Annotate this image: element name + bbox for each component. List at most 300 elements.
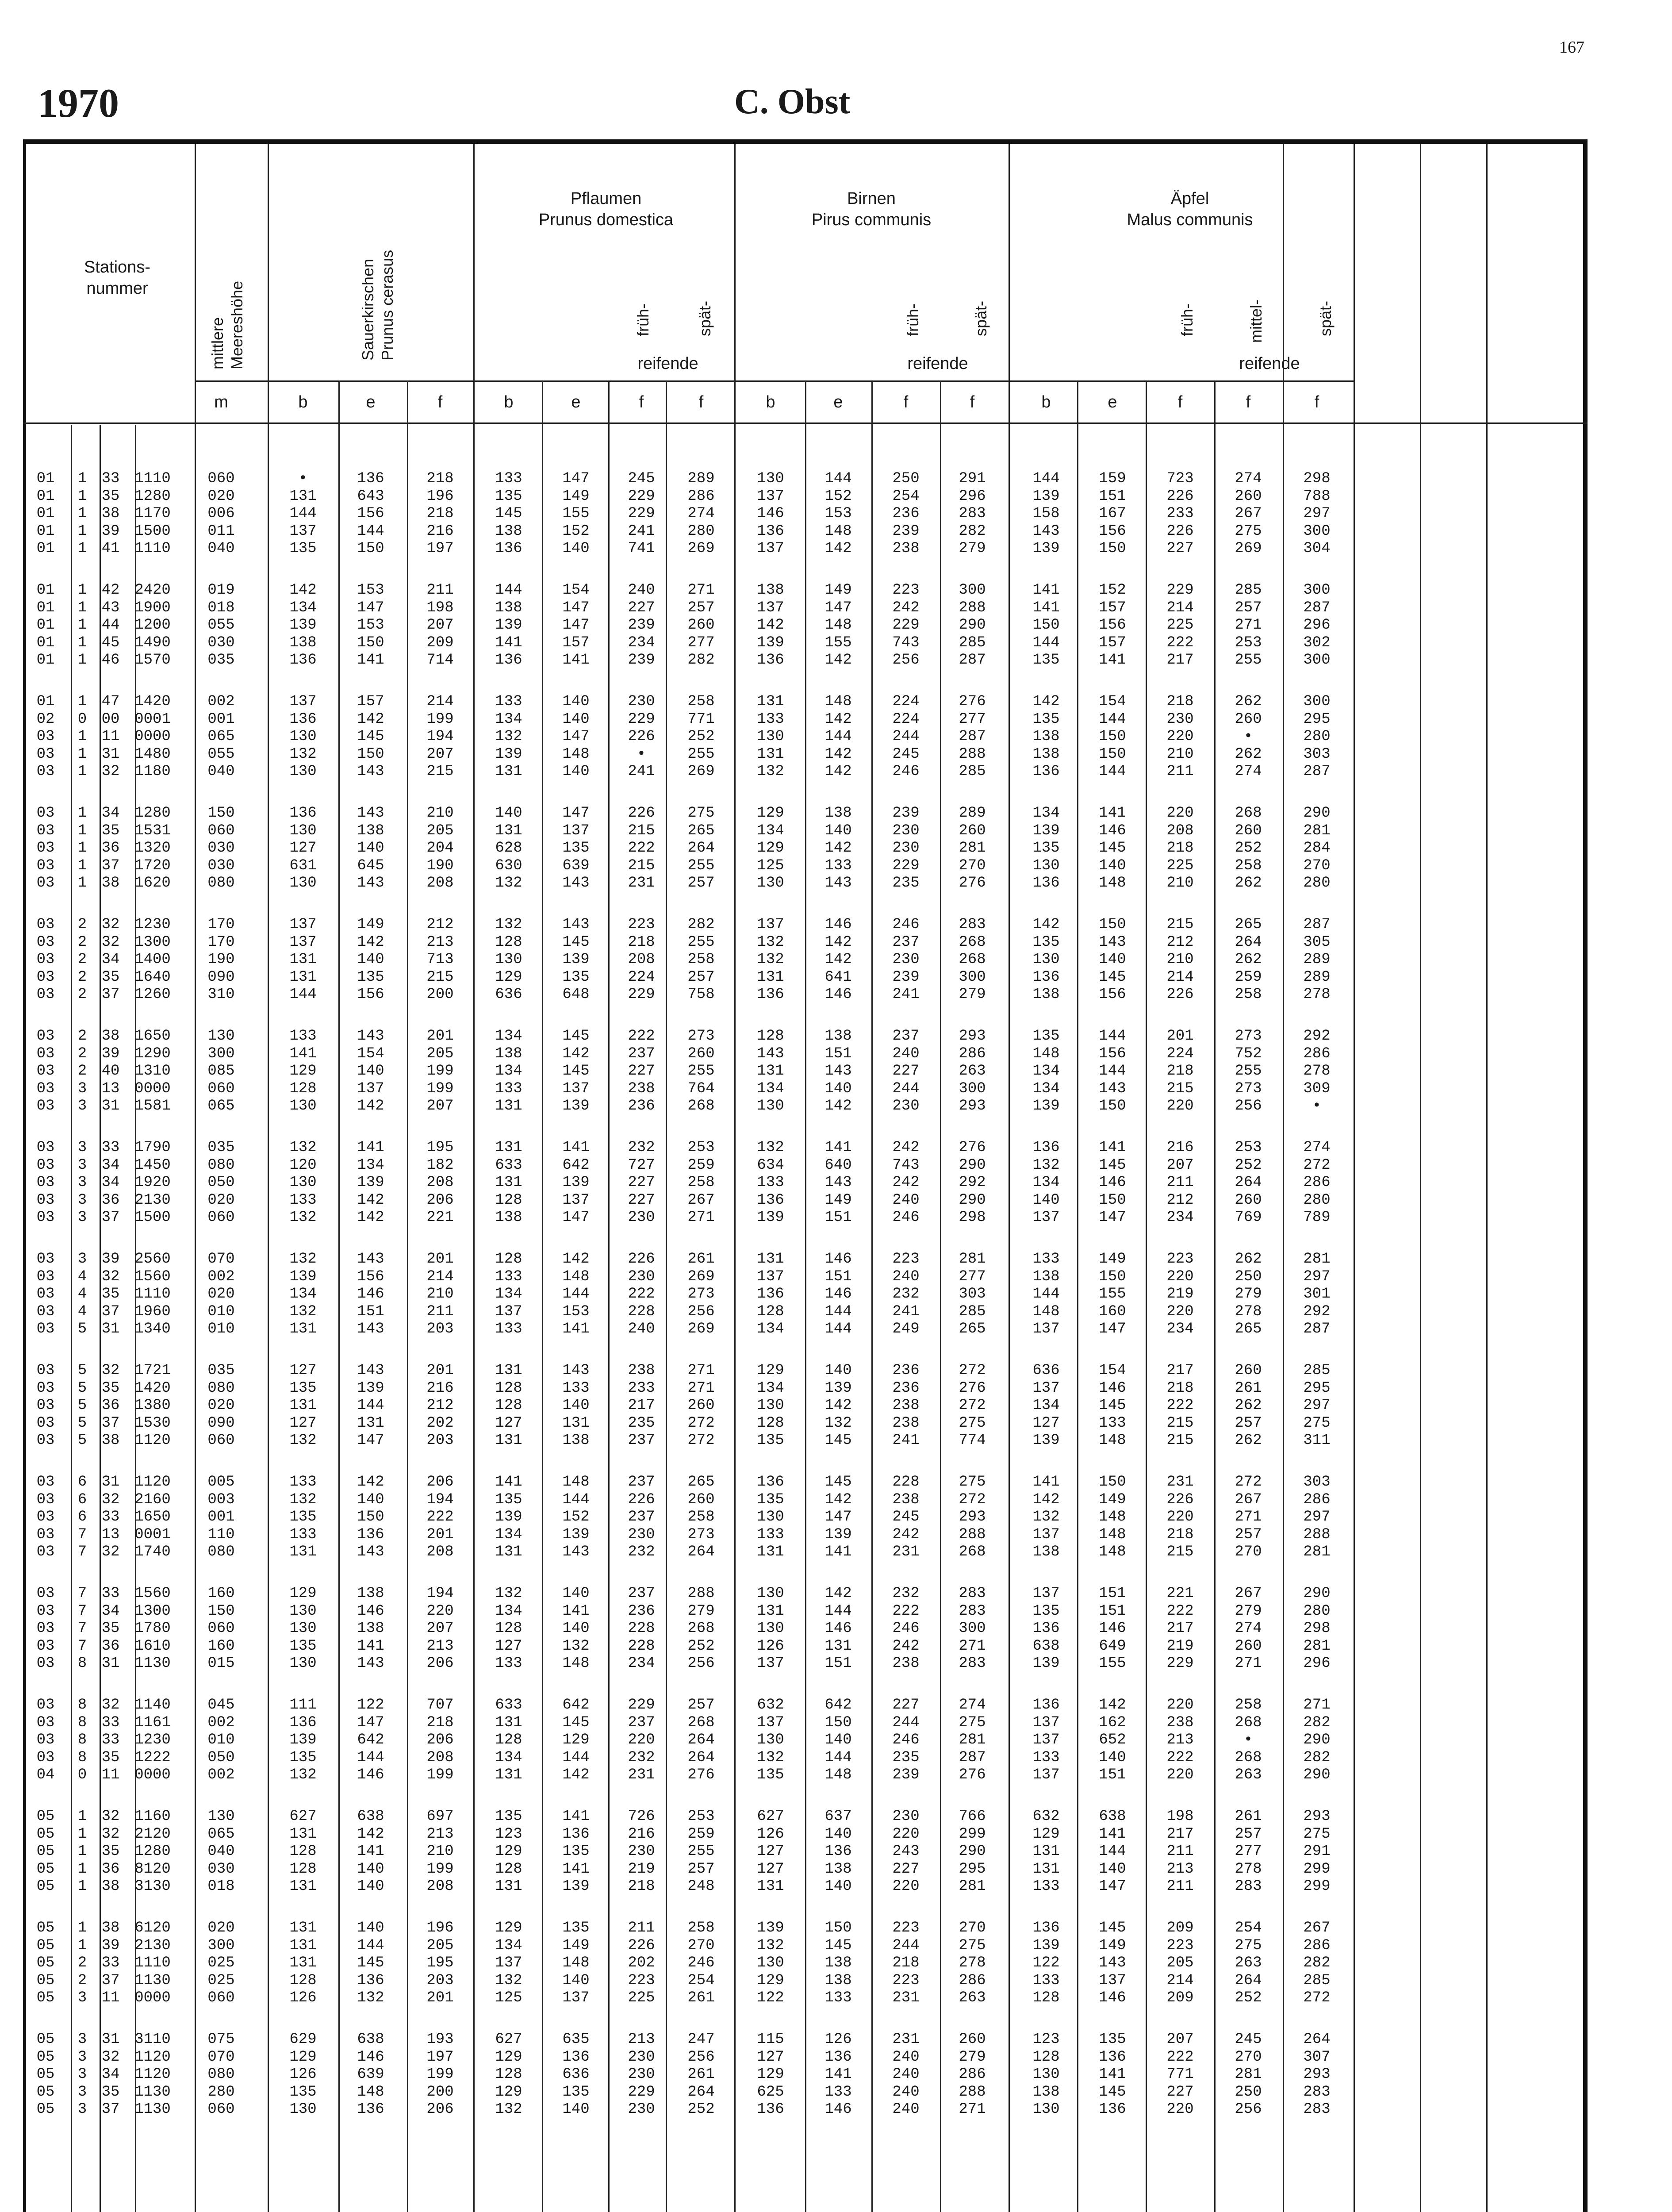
cell: 03: [36, 1749, 55, 1766]
cell: 135: [562, 840, 590, 856]
cell: 085: [207, 1063, 235, 1079]
cell: 1300: [134, 1603, 171, 1620]
cell: 151: [1099, 1603, 1126, 1620]
cell: 253: [687, 1139, 715, 1156]
cell: 03: [36, 951, 55, 968]
cell: 1720: [134, 857, 171, 874]
cell: 195: [426, 1955, 454, 1971]
cell: 280: [1303, 1603, 1331, 1620]
cell: •: [1312, 1098, 1322, 1114]
cell: 139: [824, 1526, 852, 1543]
cell: 209: [426, 634, 454, 651]
cell: 40: [101, 1063, 120, 1079]
cell: 131: [289, 1544, 317, 1560]
cell: 151: [1099, 488, 1126, 505]
cell: 212: [426, 1397, 454, 1414]
cell: 32: [101, 1544, 120, 1560]
cell: 771: [1166, 2066, 1194, 2083]
cell: 135: [562, 1843, 590, 1860]
cell: 216: [628, 1826, 655, 1843]
cell: 001: [207, 1509, 235, 1525]
cell: 138: [495, 523, 522, 540]
cell: 03: [36, 1474, 55, 1490]
table-row: [0, 2101, 1672, 2118]
header-birnen-spaet: spät-: [972, 300, 990, 336]
cell: 290: [959, 1157, 986, 1174]
cell: 136: [357, 2101, 384, 2118]
table-row: [0, 1508, 1672, 1526]
cell: 2130: [134, 1192, 171, 1209]
cell: 136: [757, 986, 784, 1003]
cell: 146: [1099, 1989, 1126, 2006]
cell: 133: [1032, 1749, 1060, 1766]
cell: 146: [824, 1620, 852, 1637]
cell: 05: [36, 1972, 55, 1989]
cell: 140: [357, 1878, 384, 1895]
column-letter: b: [766, 393, 775, 411]
cell: 240: [628, 582, 655, 599]
header-sauerkirschen: Sauerkirschen Prunus cerasus: [359, 250, 396, 361]
cell: 139: [1032, 1655, 1060, 1672]
cell: 144: [562, 1491, 590, 1508]
cell: 236: [892, 1362, 920, 1379]
cell: 134: [1032, 1174, 1060, 1191]
cell: 143: [357, 1362, 384, 1379]
cell: 232: [628, 1139, 655, 1156]
cell: 257: [687, 1697, 715, 1713]
cell: 255: [1235, 1063, 1262, 1079]
cell: 256: [1235, 1098, 1262, 1114]
cell: 156: [357, 1268, 384, 1285]
cell: 148: [562, 1955, 590, 1971]
cell: 130: [289, 728, 317, 745]
cell: 159: [1099, 470, 1126, 487]
cell: 727: [628, 1157, 655, 1174]
column-letter: e: [366, 393, 376, 411]
cell: 6: [77, 1491, 87, 1508]
cell: 145: [357, 1955, 384, 1971]
cell: 1110: [134, 540, 171, 557]
cell: 212: [1166, 934, 1194, 951]
cell: 1: [77, 617, 87, 634]
cell: 147: [357, 599, 384, 616]
cell: 1790: [134, 1139, 171, 1156]
cell: 297: [1303, 1509, 1331, 1525]
column-letter: b: [504, 393, 514, 411]
cell: 130: [757, 470, 784, 487]
cell: 139: [562, 1526, 590, 1543]
cell: 130: [289, 1603, 317, 1620]
cell: 228: [628, 1620, 655, 1637]
cell: 129: [495, 1920, 522, 1936]
cell: 627: [757, 1808, 784, 1825]
table-row: [0, 488, 1672, 505]
cell: 652: [1099, 1732, 1126, 1748]
cell: 219: [628, 1861, 655, 1878]
cell: 256: [687, 2049, 715, 2066]
cell: 141: [357, 1139, 384, 1156]
cell: 135: [562, 2084, 590, 2101]
cell: 142: [289, 582, 317, 599]
cell: 258: [687, 1509, 715, 1525]
cell: 137: [1032, 1209, 1060, 1226]
cell: 233: [1166, 505, 1194, 522]
cell: 303: [1303, 746, 1331, 763]
cell: 226: [1166, 986, 1194, 1003]
cell: 236: [628, 1603, 655, 1620]
cell: 210: [1166, 951, 1194, 968]
cell: 131: [289, 1321, 317, 1337]
cell: 239: [892, 969, 920, 986]
cell: 145: [562, 1063, 590, 1079]
cell: 135: [1032, 840, 1060, 856]
cell: 258: [687, 693, 715, 710]
cell: 04: [36, 1767, 55, 1783]
cell: 142: [1032, 916, 1060, 933]
cell: 281: [959, 1878, 986, 1895]
cell: 129: [757, 2066, 784, 2083]
cell: 206: [426, 1474, 454, 1490]
cell: 140: [1032, 1192, 1060, 1209]
cell: 216: [426, 523, 454, 540]
cell: 207: [426, 746, 454, 763]
cell: 130: [757, 1620, 784, 1637]
cell: 254: [1235, 1920, 1262, 1936]
cell: 271: [1303, 1697, 1331, 1713]
cell: 257: [687, 599, 715, 616]
cell: 130: [495, 951, 522, 968]
cell: 713: [426, 951, 454, 968]
cell: 227: [628, 1192, 655, 1209]
cell: 162: [1099, 1714, 1126, 1731]
cell: 234: [1166, 1209, 1194, 1226]
cell: 222: [1166, 634, 1194, 651]
cell: 207: [426, 1098, 454, 1114]
cell: 248: [687, 1878, 715, 1895]
cell: 148: [1032, 1045, 1060, 1062]
cell: 1740: [134, 1544, 171, 1560]
cell: 143: [357, 1655, 384, 1672]
cell: 131: [357, 1415, 384, 1432]
cell: 5: [77, 1321, 87, 1337]
cell: 270: [1235, 1544, 1262, 1560]
cell: 289: [959, 805, 986, 822]
cell: 141: [824, 1139, 852, 1156]
cell: 129: [757, 840, 784, 856]
cell: 1110: [134, 470, 171, 487]
cell: 141: [562, 652, 590, 668]
cell: 4: [77, 1303, 87, 1320]
cell: 1: [77, 488, 87, 505]
cell: 220: [426, 1603, 454, 1620]
cell: 199: [426, 2066, 454, 2083]
cell: 3: [77, 1157, 87, 1174]
cell: 1570: [134, 652, 171, 668]
cell: 142: [357, 1209, 384, 1226]
cell: 143: [1032, 523, 1060, 540]
cell: 01: [36, 540, 55, 557]
cell: 269: [687, 763, 715, 780]
cell: 36: [101, 1192, 120, 1209]
cell: 222: [1166, 1397, 1194, 1414]
cell: 136: [824, 2049, 852, 2066]
cell: 05: [36, 1937, 55, 1954]
table-row: [0, 616, 1672, 634]
cell: 132: [757, 1139, 784, 1156]
cell: 144: [357, 1937, 384, 1954]
cell: 253: [1235, 634, 1262, 651]
header-pflaumen-spaet: spät-: [696, 300, 714, 336]
cell: 03: [36, 1139, 55, 1156]
cell: 299: [1303, 1878, 1331, 1895]
cell: 281: [959, 1251, 986, 1267]
cell: 289: [687, 470, 715, 487]
cell: 133: [757, 1526, 784, 1543]
column-letter: e: [1108, 393, 1117, 411]
cell: 130: [289, 1655, 317, 1672]
cell: 250: [1235, 2084, 1262, 2101]
column-letter: f: [437, 393, 443, 411]
cell: 148: [357, 2084, 384, 2101]
cell: 03: [36, 1638, 55, 1655]
cell: 282: [1303, 1749, 1331, 1766]
cell: 133: [289, 1028, 317, 1045]
cell: 151: [824, 1209, 852, 1226]
cell: 122: [357, 1697, 384, 1713]
cell: 11: [101, 728, 120, 745]
cell: 283: [959, 505, 986, 522]
cell: 142: [1032, 1491, 1060, 1508]
cell: 298: [1303, 470, 1331, 487]
cell: 03: [36, 916, 55, 933]
table-row: [0, 634, 1672, 652]
cell: 267: [1235, 505, 1262, 522]
cell: 01: [36, 488, 55, 505]
cell: 127: [495, 1415, 522, 1432]
cell: 226: [1166, 523, 1194, 540]
cell: 35: [101, 1286, 120, 1302]
cell: 245: [892, 746, 920, 763]
cell: 7: [77, 1585, 87, 1602]
cell: 632: [1032, 1808, 1060, 1825]
cell: 222: [628, 840, 655, 856]
cell: 134: [495, 1749, 522, 1766]
cell: 138: [1032, 2084, 1060, 2101]
cell: 238: [892, 1415, 920, 1432]
cell: 140: [562, 1397, 590, 1414]
cell: 36: [101, 1397, 120, 1414]
cell: 236: [892, 505, 920, 522]
cell: 32: [101, 1362, 120, 1379]
table-row: [0, 1860, 1672, 1878]
table-row: [0, 1045, 1672, 1063]
cell: 208: [426, 1878, 454, 1895]
cell: 279: [687, 1603, 715, 1620]
cell: 135: [1032, 711, 1060, 728]
cell: 33: [101, 1585, 120, 1602]
cell: 05: [36, 1878, 55, 1895]
cell: 1380: [134, 1397, 171, 1414]
cell: 11: [101, 1767, 120, 1783]
cell: 130: [289, 1174, 317, 1191]
cell: 128: [495, 2066, 522, 2083]
cell: 229: [892, 617, 920, 634]
cell: 144: [495, 582, 522, 599]
cell: 138: [824, 1028, 852, 1045]
cell: 38: [101, 1432, 120, 1449]
cell: 210: [426, 805, 454, 822]
header-aepfel-mittel: mittel-: [1247, 300, 1265, 343]
cell: 222: [628, 1286, 655, 1302]
cell: 015: [207, 1655, 235, 1672]
cell: 145: [1099, 1157, 1126, 1174]
cell: 1: [77, 746, 87, 763]
cell: 285: [959, 1303, 986, 1320]
cell: 136: [1032, 969, 1060, 986]
table-row: [0, 1526, 1672, 1544]
cell: 236: [628, 1098, 655, 1114]
cell: 040: [207, 763, 235, 780]
cell: 240: [892, 2101, 920, 2118]
table-row: [0, 874, 1672, 892]
cell: 070: [207, 1251, 235, 1267]
cell: 257: [687, 1861, 715, 1878]
table-row: [0, 916, 1672, 933]
cell: 215: [1166, 1544, 1194, 1560]
table-row: [0, 1637, 1672, 1655]
cell: 0001: [134, 711, 171, 728]
cell: 255: [687, 746, 715, 763]
cell: 140: [357, 1861, 384, 1878]
cell: 240: [892, 2066, 920, 2083]
cell: 274: [1235, 763, 1262, 780]
cell: 132: [289, 1209, 317, 1226]
cell: 0000: [134, 1767, 171, 1783]
cell: 271: [1235, 1655, 1262, 1672]
cell: 1280: [134, 488, 171, 505]
cell: 239: [628, 652, 655, 668]
cell: 134: [495, 1526, 522, 1543]
cell: 271: [687, 1209, 715, 1226]
cell: 05: [36, 1920, 55, 1936]
cell: 244: [892, 1714, 920, 1731]
cell: 274: [1235, 470, 1262, 487]
cell: 1960: [134, 1303, 171, 1320]
table-row: [0, 1362, 1672, 1379]
cell: 209: [1166, 1989, 1194, 2006]
cell: 242: [892, 1174, 920, 1191]
cell: 131: [289, 1920, 317, 1936]
cell: 215: [426, 763, 454, 780]
cell: 130: [289, 763, 317, 780]
cell: 31: [101, 1321, 120, 1337]
cell: 276: [687, 1767, 715, 1783]
cell: 133: [495, 470, 522, 487]
cell: 197: [426, 2049, 454, 2066]
cell: 300: [1303, 582, 1331, 599]
cell: 260: [1235, 1362, 1262, 1379]
cell: 293: [959, 1509, 986, 1525]
cell: 224: [1166, 1045, 1194, 1062]
cell: 143: [562, 916, 590, 933]
cell: 238: [892, 1655, 920, 1672]
cell: 130: [289, 1098, 317, 1114]
cell: 139: [289, 1268, 317, 1285]
cell: 131: [289, 1397, 317, 1414]
cell: 281: [1235, 2066, 1262, 2083]
table-row: [0, 540, 1672, 557]
cell: 035: [207, 1362, 235, 1379]
cell: 020: [207, 1286, 235, 1302]
cell: 1500: [134, 1209, 171, 1226]
cell: 234: [1166, 1321, 1194, 1337]
cell: 137: [757, 1268, 784, 1285]
cell: 135: [495, 1808, 522, 1825]
cell: 136: [357, 1972, 384, 1989]
cell: 261: [1235, 1380, 1262, 1397]
cell: 636: [1032, 1362, 1060, 1379]
cell: 223: [628, 1972, 655, 1989]
cell: 128: [495, 1732, 522, 1748]
cell: 140: [357, 1491, 384, 1508]
cell: 769: [1235, 1209, 1262, 1226]
cell: 211: [1166, 763, 1194, 780]
cell: 223: [892, 1972, 920, 1989]
cell: 138: [824, 1955, 852, 1971]
table-row: [0, 1585, 1672, 1602]
cell: 230: [628, 1843, 655, 1860]
cell: 231: [628, 875, 655, 891]
cell: 292: [1303, 1028, 1331, 1045]
cell: 245: [1235, 2031, 1262, 2048]
cell: 211: [1166, 1843, 1194, 1860]
cell: 264: [687, 840, 715, 856]
cell: 295: [959, 1861, 986, 1878]
cell: 135: [1032, 1603, 1060, 1620]
cell: 222: [1166, 1749, 1194, 1766]
cell: 35: [101, 822, 120, 839]
cell: 273: [687, 1526, 715, 1543]
cell: 131: [757, 1878, 784, 1895]
cell: 1: [77, 822, 87, 839]
cell: 302: [1303, 634, 1331, 651]
cell: 263: [959, 1063, 986, 1079]
cell: 020: [207, 488, 235, 505]
cell: 229: [1166, 582, 1194, 599]
cell: 233: [628, 1380, 655, 1397]
cell: 240: [892, 2049, 920, 2066]
cell: 235: [892, 875, 920, 891]
cell: 1: [77, 523, 87, 540]
cell: 640: [824, 1157, 852, 1174]
cell: 215: [1166, 1432, 1194, 1449]
cell: 300: [959, 1080, 986, 1097]
cell: 628: [495, 840, 522, 856]
cell: 258: [687, 1174, 715, 1191]
cell: 153: [357, 617, 384, 634]
cell: 141: [495, 634, 522, 651]
cell: 263: [1235, 1955, 1262, 1971]
cell: 226: [628, 805, 655, 822]
cell: 300: [1303, 693, 1331, 710]
cell: 229: [628, 2084, 655, 2101]
cell: 642: [562, 1697, 590, 1713]
cell: 1: [77, 875, 87, 891]
cell: 268: [687, 1620, 715, 1637]
cell: 288: [1303, 1526, 1331, 1543]
cell: 246: [892, 763, 920, 780]
cell: 252: [1235, 1157, 1262, 1174]
